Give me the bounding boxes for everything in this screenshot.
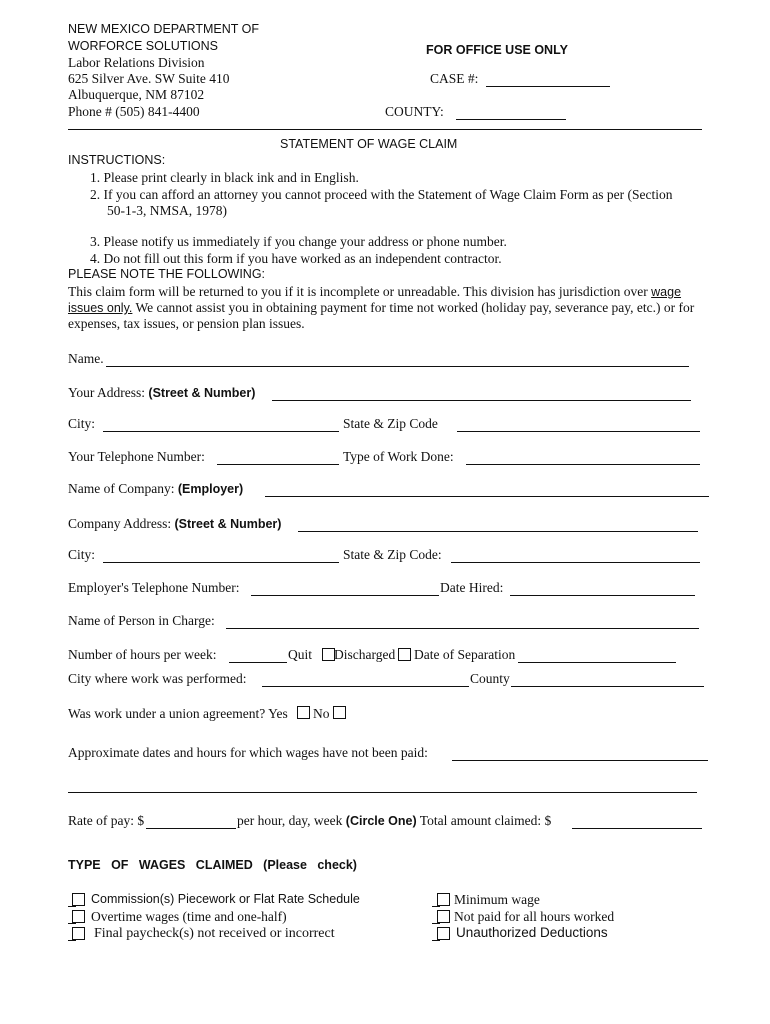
name-label: Name.	[68, 351, 104, 366]
unpaid-dates-label: Approximate dates and hours for which wages have not been paid:	[68, 745, 428, 760]
rate-of-pay-field[interactable]	[146, 827, 236, 829]
date-separation-field[interactable]	[518, 661, 676, 663]
instruction-3: 3. Please notify us immediately if you change your address or phone number.	[90, 234, 507, 249]
note-wage-issues: wage issues only.	[68, 285, 682, 315]
office-city: Albuquerque, NM 87102	[68, 87, 205, 102]
note-paragraph	[68, 284, 704, 332]
company-city-label: City:	[68, 547, 96, 562]
note-heading: PLEASE NOTE THE FOLLOWING:	[68, 267, 266, 281]
person-in-charge-field[interactable]	[226, 627, 699, 629]
employer-phone-field[interactable]	[251, 594, 439, 596]
county-office-label: COUNTY:	[385, 104, 444, 119]
total-claimed-field[interactable]	[572, 827, 702, 829]
hours-per-week-field[interactable]	[229, 661, 287, 663]
date-hired-field[interactable]	[510, 594, 695, 596]
not-paid-all-label: Not paid for all hours worked	[454, 909, 615, 924]
union-no-checkbox[interactable]	[333, 706, 346, 719]
instruction-1: 1. Please print clearly in black ink and in English.	[90, 170, 359, 185]
company-address-label	[68, 516, 281, 532]
office-phone: Phone # (505) 841-4400	[68, 104, 200, 119]
discharged-checkbox[interactable]	[398, 648, 411, 661]
unauthorized-checkbox[interactable]	[437, 927, 450, 940]
case-number-field[interactable]	[486, 85, 610, 87]
city-field[interactable]	[103, 430, 339, 432]
person-in-charge-label: Name of Person in Charge:	[68, 613, 215, 628]
note-text-part1: This claim form will be returned to you if it is incomplete or unreadable. This division has jurisdiction over	[68, 284, 652, 299]
city-work-label: City where work was performed:	[68, 671, 247, 686]
union-question-label: Was work under a union agreement? Yes	[68, 706, 288, 721]
office-street: 625 Silver Ave. SW Suite 410	[68, 71, 230, 86]
rate-of-pay-label: Rate of pay: $	[68, 813, 145, 828]
employer-hint: (Employer)	[177, 482, 244, 496]
minimum-wage-checkbox[interactable]	[437, 893, 450, 906]
unauthorized-label: Unauthorized Deductions	[456, 925, 608, 940]
dept-name-line2: WORFORCE SOLUTIONS	[68, 39, 219, 53]
overtime-checkbox[interactable]	[72, 910, 85, 923]
type-of-work-field[interactable]	[466, 463, 700, 465]
instructions-heading: INSTRUCTIONS:	[68, 153, 166, 167]
minimum-wage-label: Minimum wage	[454, 892, 540, 907]
address-label	[68, 385, 255, 401]
employer-phone-label: Employer's Telephone Number:	[68, 580, 240, 595]
address-field[interactable]	[272, 399, 691, 401]
case-number-label: CASE #:	[430, 71, 479, 86]
city-work-field[interactable]	[262, 685, 469, 687]
union-no-label: No	[313, 706, 330, 721]
company-address-field[interactable]	[298, 530, 698, 532]
date-separation-label: Date of Separation	[414, 647, 516, 662]
office-use-title: FOR OFFICE USE ONLY	[426, 43, 568, 57]
county-office-field[interactable]	[456, 118, 566, 120]
name-field[interactable]	[106, 365, 689, 367]
company-name-label	[68, 481, 243, 497]
date-hired-label: Date Hired:	[440, 580, 504, 595]
company-street-hint: (Street & Number)	[174, 517, 282, 531]
per-period-label	[237, 813, 551, 829]
unpaid-dates-field[interactable]	[452, 759, 708, 761]
overtime-label: Overtime wages (time and one-half)	[91, 909, 287, 924]
county-work-label: County	[470, 671, 510, 686]
final-paycheck-checkbox[interactable]	[72, 927, 85, 940]
company-state-zip-field[interactable]	[451, 561, 700, 563]
company-address-label-text: Company Address:	[68, 516, 172, 531]
telephone-field[interactable]	[217, 463, 339, 465]
hours-per-week-label: Number of hours per week:	[68, 647, 217, 662]
instruction-2-line2: 50-1-3, NMSA, 1978)	[107, 203, 227, 218]
telephone-label: Your Telephone Number:	[68, 449, 205, 464]
commission-label: Commission(s) Piecework or Flat Rate Schedule	[91, 892, 360, 906]
header-divider	[68, 129, 702, 130]
form-title: STATEMENT OF WAGE CLAIM	[280, 137, 458, 151]
final-paycheck-label: Final paycheck(s) not received or incorrect	[94, 926, 335, 941]
discharged-label: Discharged	[334, 647, 396, 662]
not-paid-all-checkbox[interactable]	[437, 910, 450, 923]
quit-label: Quit	[288, 647, 313, 662]
company-name-label-text: Name of Company:	[68, 481, 175, 496]
county-work-field[interactable]	[511, 685, 704, 687]
city-label: City:	[68, 416, 96, 431]
total-claimed-label: Total amount claimed: $	[419, 813, 552, 828]
unpaid-dates-field-line2[interactable]	[68, 791, 697, 793]
wages-heading: TYPE OF WAGES CLAIMED (Please check)	[68, 858, 357, 872]
address-label-text: Your Address:	[68, 385, 146, 400]
division-name: Labor Relations Division	[68, 55, 205, 70]
instruction-2-line1: 2. If you can afford an attorney you cannot proceed with the Statement of Wage Claim Form as per (Section	[90, 187, 673, 202]
type-of-work-label: Type of Work Done:	[343, 449, 454, 464]
circle-one-hint: (Circle One)	[345, 814, 417, 828]
union-yes-checkbox[interactable]	[297, 706, 310, 719]
state-zip-label: State & Zip Code	[343, 416, 438, 431]
commission-checkbox[interactable]	[72, 893, 85, 906]
company-city-field[interactable]	[103, 561, 339, 563]
per-period-text: per hour, day, week	[237, 813, 343, 828]
state-zip-field[interactable]	[457, 430, 700, 432]
company-state-zip-label: State & Zip Code:	[343, 547, 442, 562]
address-street-hint: (Street & Number)	[148, 386, 256, 400]
instruction-4: 4. Do not fill out this form if you have worked as an independent contractor.	[90, 251, 502, 266]
dept-name-line1: NEW MEXICO DEPARTMENT OF	[68, 22, 259, 36]
note-text-part2: We cannot assist you in obtaining payment for time not worked (holiday pay, severance pay, etc.) or for expenses, tax issues, or pension plan issues.	[68, 300, 695, 331]
company-name-field[interactable]	[265, 495, 709, 497]
